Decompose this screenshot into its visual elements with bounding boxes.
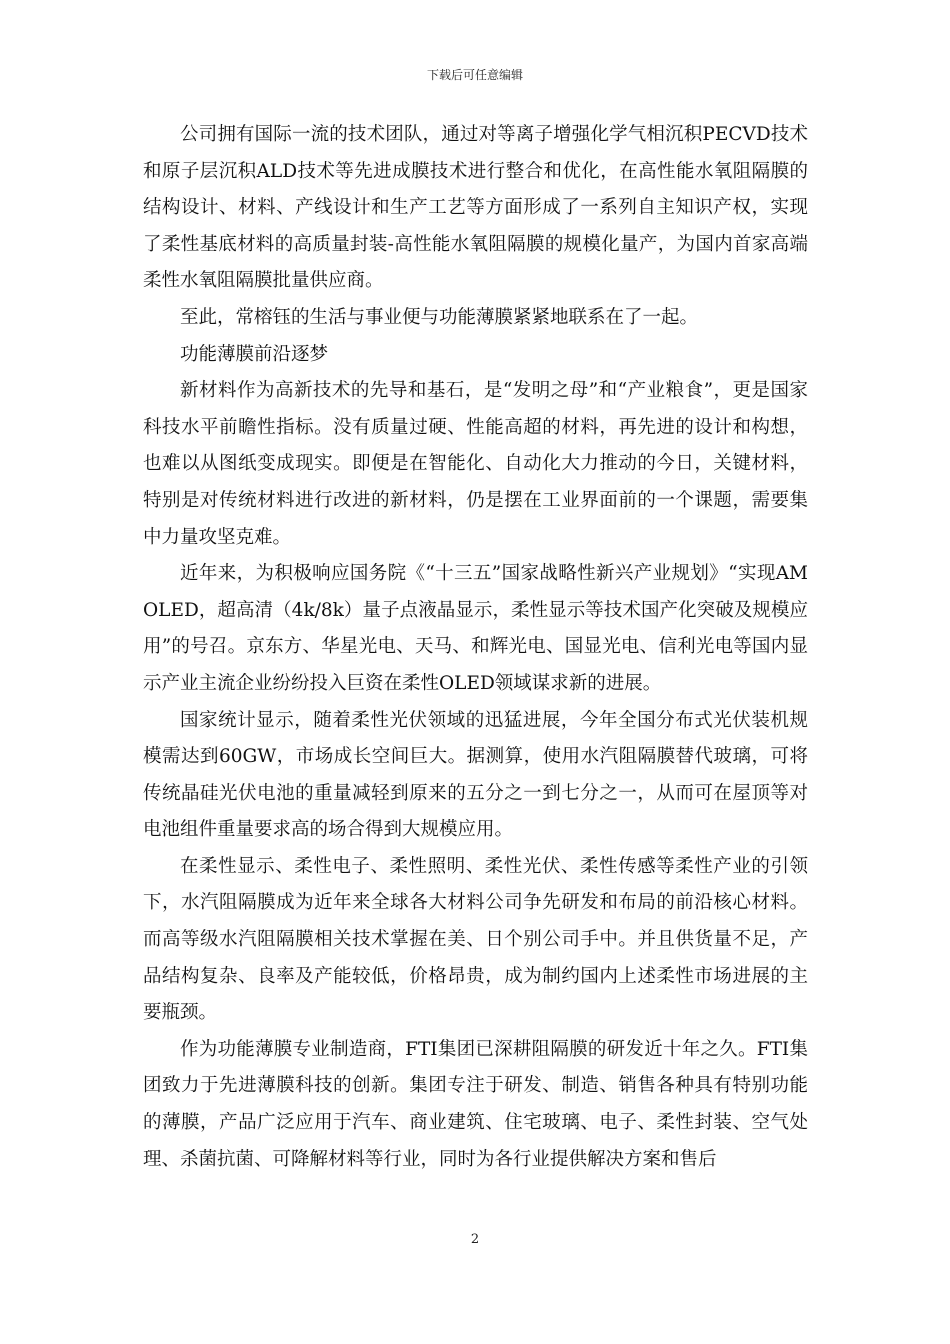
page-number: 2 xyxy=(470,1232,480,1247)
page-header: 下载后可任意编辑 xyxy=(426,68,523,82)
paragraph-fti-group: 作为功能薄膜专业制造商，FTI集团已深耕阻隔膜的研发近十年之久。FTI集团致力于先进薄膜科技的创新。集团专注于研发、制造、销售各种具有特别功能的薄膜，产品广泛应用于汽车、商业建筑、住宅玻璃、电子、柔性封装、空气处理、杀菌抗菌、可降解材料等行业，同时为各行业提供解决方案和售后 xyxy=(143,1038,808,1170)
body-text xyxy=(143,117,808,1178)
section-heading: 功能薄膜前沿逐梦 xyxy=(180,343,329,365)
paragraph-career-link: 至此，常榕钰的生活与事业便与功能薄膜紧紧地联系在了一起。 xyxy=(180,306,699,328)
paragraph-new-materials: 新材料作为高新技术的先导和基石，是“发明之母”和“产业粮食”，更是国家科技水平前瞻性指标。没有质量过硬、性能高超的材料，再先进的设计和构想，也难以从图纸变成现实。即便是在智能化、自动化大力推动的今日，关键材料，特别是对传统材料进行改进的新材料，仍是摆在工业界面前的一个课题，需要集中力量攻坚克难。 xyxy=(143,380,808,548)
paragraph-company-team: 公司拥有国际一流的技术团队，通过对等离子增强化学气相沉积PECVD技术和原子层沉积ALD技术等先进成膜技术进行整合和优化，在高性能水氧阻隔膜的结构设计、材料、产线设计和生产工艺等方面形成了一系列自主知识产权，实现了柔性基底材料的高质量封装-高性能水氧阻隔膜的规模化量产，为国内首家高端柔性水氧阻隔膜批量供应商。 xyxy=(143,124,808,292)
paragraph-barrier-film: 在柔性显示、柔性电子、柔性照明、柔性光伏、柔性传感等柔性产业的引领下，水汽阻隔膜成为近年来全球各大材料公司争先研发和布局的前沿核心材料。而高等级水汽阻隔膜相关技术掌握在美、日个别公司手中。并且供货量不足，产品结构复杂、良率及产能较低，价格昂贵，成为制约国内上述柔性市场进展的主要瓶颈。 xyxy=(143,855,808,1024)
paragraph-display-industry: 近年来，为积极响应国务院《“十三五”国家战略性新兴产业规划》“实现AMOLED，超高清（4k/8k）量子点液晶显示，柔性显示等技术国产化突破及规模应用”的号召。京东方、华星光电、天马、和辉光电、国显光电、信利光电等国内显示产业主流企业纷纷投入巨资在柔性OLED领域谋求新的进展。 xyxy=(143,563,808,694)
paragraph-photovoltaic: 国家统计显示，随着柔性光伏领域的迅猛进展，今年全国分布式光伏装机规模需达到60GW，市场成长空间巨大。据测算，使用水汽阻隔膜替代玻璃，可将传统晶硅光伏电池的重量减轻到原来的五分之一到七分之一，从而可在屋顶等对电池组件重量要求高的场合得到大规模应用。 xyxy=(143,709,808,841)
